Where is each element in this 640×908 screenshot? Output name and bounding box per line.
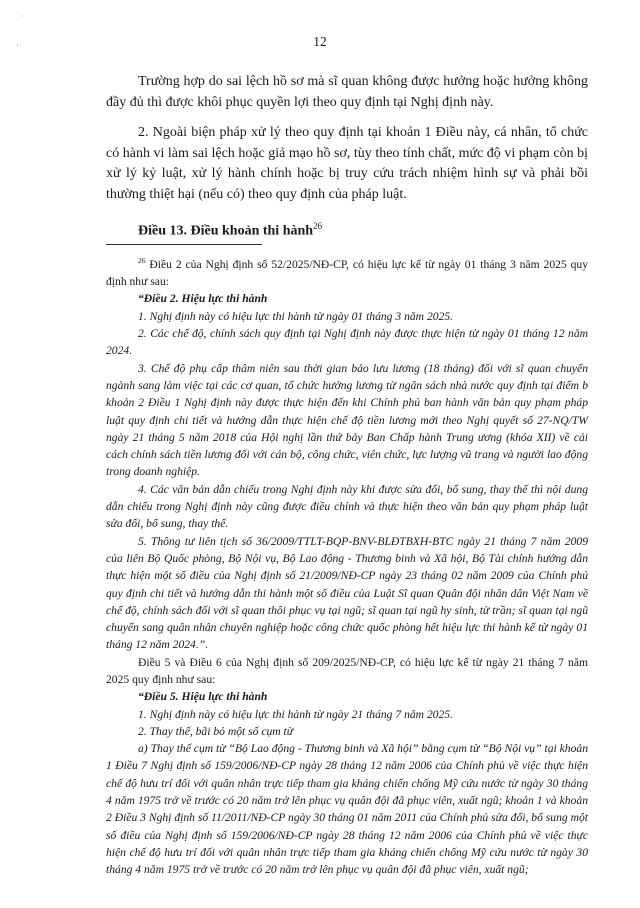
body-paragraph: 2. Ngoài biện pháp xử lý theo quy định tại khoản 1 Điều này, cá nhân, tổ chức có hành vi làm sai lệch hoặc giả mạo hồ sơ, tùy theo tính chất, mức độ vi phạm còn bị xử lý kỷ luật, xử lý hành chính hoặc bị truy cứu trách nhiệm hình sự và phải bồi thường thiệt hại (nếu có) theo quy định của pháp luật. (106, 125, 588, 202)
footnote-second-intro: Điều 5 và Điều 6 của Nghị định số 209/2025/NĐ-CP, có hiệu lực kể từ ngày 21 tháng 7 năm 2025 quy định như sau: (106, 655, 588, 686)
article-heading-text: Điều 13. Điều khoản thi hành (138, 223, 314, 239)
footnote (106, 252, 588, 879)
footnote-intro-text: Điều 2 của Nghị định số 52/2025/NĐ-CP, có hiệu lực kể từ ngày 01 tháng 3 năm 2025 quy định như sau: (106, 257, 588, 289)
quoted-clause: 1. Nghị định này có hiệu lực thi hành từ ngày 21 tháng 7 năm 2025. (138, 707, 454, 721)
scan-speck: · (16, 40, 19, 50)
quoted-article-title: “Điều 2. Hiệu lực thi hành (138, 292, 268, 306)
quoted-clause: 1. Nghị định này có hiệu lực thi hành từ ngày 01 tháng 3 năm 2025. (138, 309, 454, 323)
footnote-intro (106, 252, 588, 290)
body-paragraph: Trường hợp do sai lệch hồ sơ mà sĩ quan không được hưởng hoặc hưởng không đầy đủ thì được khôi phục quyền lợi theo quy định tại Nghị định này. (106, 74, 588, 110)
quoted-clause: 2. Thay thế, bãi bỏ một số cụm từ (138, 724, 294, 738)
footnote-separator (106, 244, 262, 245)
main-text (106, 72, 588, 252)
quoted-clause: a) Thay thế cụm từ “Bộ Lao động - Thương binh và Xã hội” bằng cụm từ “Bộ Nội vụ” tại khoản 1 Điều 7 Nghị định số 159/2006/NĐ-CP ngày 28 tháng 12 năm 2006 của Chính phủ về việc thực hiện chế độ hưu trí đối với quân nhân trực tiếp tham gia kháng chiến chống Mỹ cứu nước từ ngày 30 tháng 4 năm 1975 trở về trước có 20 năm trở lên phục vụ quân đội đã phục viên, xuất ngũ; khoản 1 và khoản 2 Điều 3 Nghị định số 11/2011/NĐ-CP ngày 30 tháng 01 năm 2011 của Chính phủ sửa đổi, bổ sung một số điều của Nghị định số 159/2006/NĐ-CP ngày 28 tháng 12 năm 2006 của Chính phủ về việc thực hiện chế độ hưu trí đối với quân nhân trực tiếp tham gia kháng chiến chống Mỹ cứu nước từ ngày 30 tháng 4 năm 1975 trở về trước có 20 năm trở lên phục vụ quân đội đã phục viên, xuất ngũ; (106, 742, 588, 877)
quoted-clause: 4. Các văn bản dẫn chiếu trong Nghị định này khi được sửa đổi, bổ sung, thay thế thì nội dung dẫn chiếu trong Nghị định này cũng được điều chỉnh và thực hiện theo văn bản quy phạm pháp luật sửa đổi, bổ sung, thay thế. (106, 482, 588, 531)
quoted-clause: 5. Thông tư liên tịch số 36/2009/TTLT-BQP-BNV-BLĐTBXH-BTC ngày 21 tháng 7 năm 2009 của liên Bộ Quốc phòng, Bộ Nội vụ, Bộ Lao động - Thương binh và Xã hội, Bộ Tài chính hướng dẫn thực hiện một số điều của Nghị định số 21/2009/NĐ-CP ngày 23 tháng 02 năm 2009 của Chính phủ quy định chi tiết và hướng dẫn thi hành một số điều của Luật Sĩ quan Quân đội nhân dân Việt Nam về chế độ, chính sách đối với sĩ quan thôi phục vụ tại ngũ; sĩ quan tại ngũ hy sinh, từ trần; sĩ quan tại ngũ chuyển sang quân nhân chuyên nghiệp hoặc công chức quốc phòng hết hiệu lực thi hành kể từ ngày 01 tháng 12 năm 2024.”. (106, 534, 588, 652)
footnote-marker: 26 (138, 256, 146, 265)
quoted-clause: 3. Chế độ phụ cấp thâm niên sau thời gian bảo lưu lương (18 tháng) đối với sĩ quan chuyển ngành sang làm việc tại các cơ quan, tổ chức hưởng lương từ ngân sách nhà nước quy định tại điểm b khoản 2 Điều 1 Nghị định này được thực hiện đến khi Chính phủ ban hành văn bản quy phạm pháp luật quy định chi tiết và hướng dẫn thực hiện chế độ tiền lương mới theo Nghị quyết số 27-NQ/TW ngày 21 tháng 5 năm 2018 của Hội nghị lần thứ bảy Ban Chấp hành Trung ương (khóa XII) về cải cách chính sách tiền lương đối với cán bộ, công chức, viên chức, lực lượng vũ trang và người lao động trong doanh nghiệp. (106, 361, 588, 479)
quoted-article-title: “Điều 5. Hiệu lực thi hành (138, 690, 268, 704)
quoted-clause: 2. Các chế độ, chính sách quy định tại Nghị định này được thực hiện từ ngày 01 tháng 12 năm 2024. (106, 327, 588, 358)
scan-speck: ˙ (20, 14, 23, 24)
article-heading (106, 216, 588, 242)
footnote-ref[interactable]: 26 (313, 220, 323, 231)
page-number: 12 (313, 34, 327, 49)
